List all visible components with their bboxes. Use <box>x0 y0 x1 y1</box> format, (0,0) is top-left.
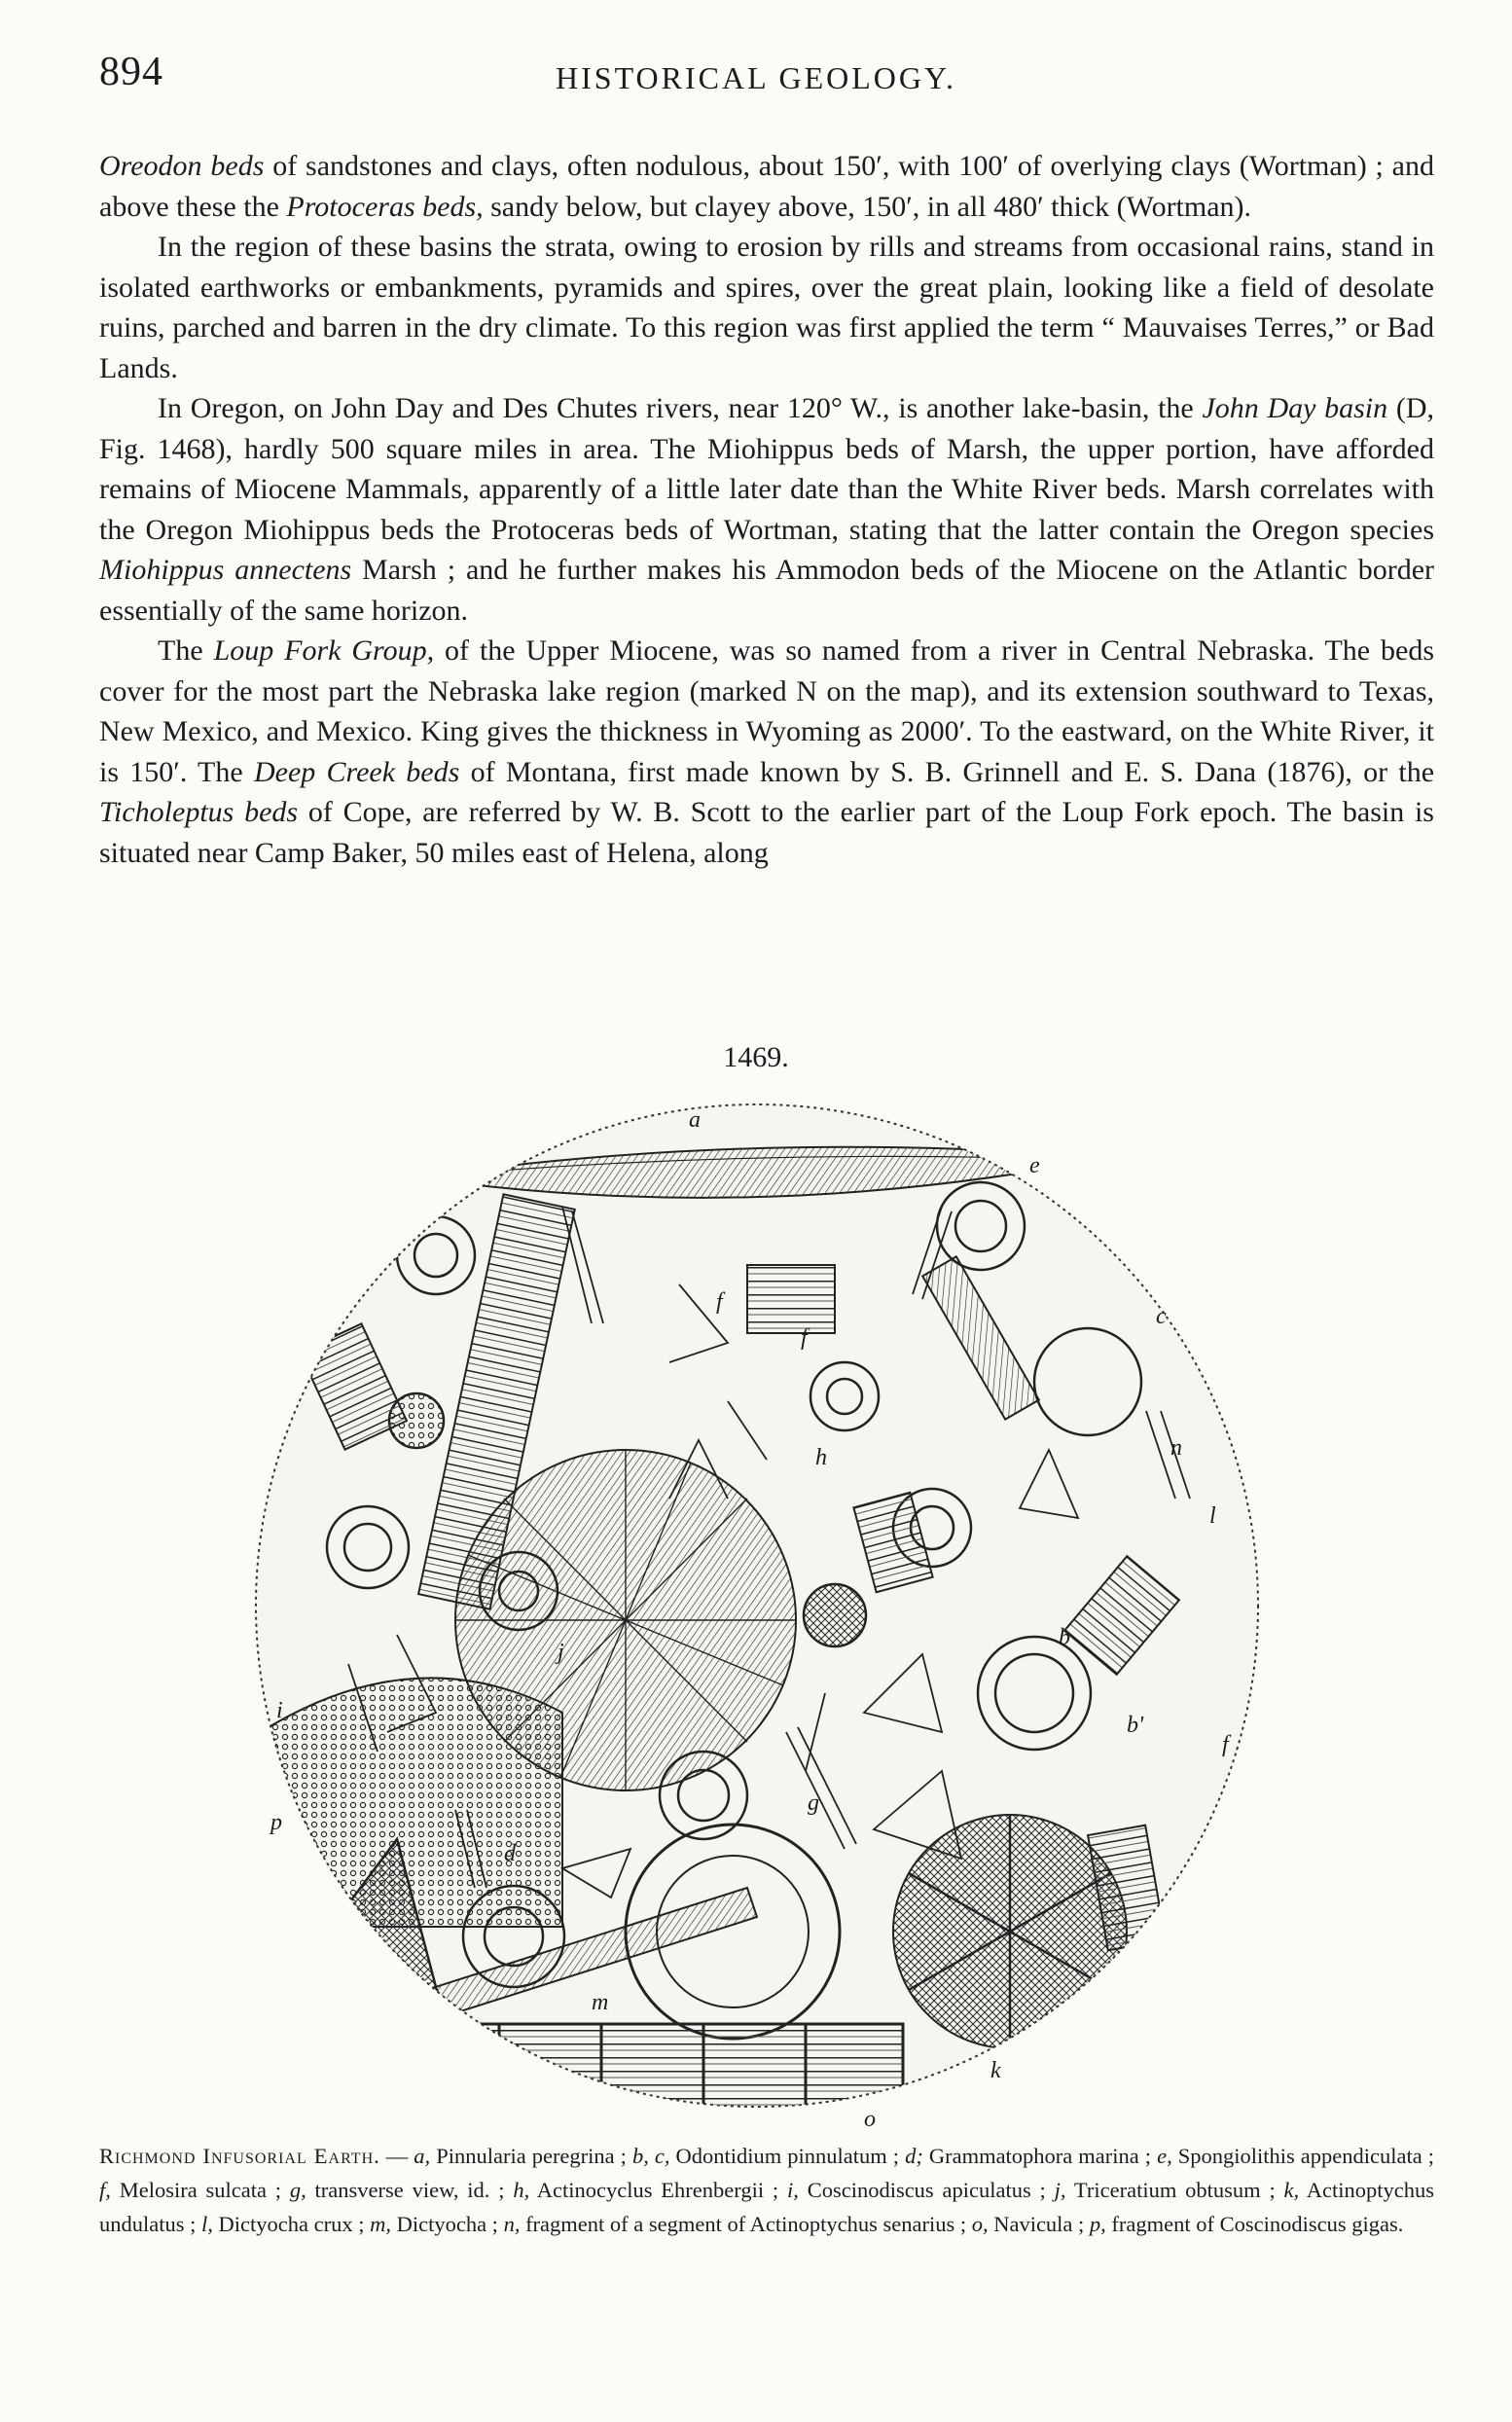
paragraph-text-span: Protoceras beds, <box>286 190 484 223</box>
caption-text-span: Coscinodiscus apiculatus ; <box>798 2178 1055 2202</box>
figure-label-c: c <box>1156 1304 1167 1329</box>
figure-label-f-1: f <box>716 1289 723 1315</box>
figure-label-f-2: f <box>801 1325 808 1351</box>
caption-text-span: g, <box>289 2178 306 2202</box>
caption-text-span: p, <box>1089 2212 1106 2236</box>
caption-text-span: j, <box>1054 2178 1066 2202</box>
paragraph-text-span: Miohippus annectens <box>99 554 352 586</box>
caption-text-span: Dictyocha ; <box>390 2212 504 2236</box>
caption-text-span: Pinnularia peregrina ; <box>430 2144 632 2168</box>
paragraph-oreodon-beds <box>99 146 1434 227</box>
figure-label-h: h <box>815 1445 827 1470</box>
paragraph-text-span: Loup Fork Group, <box>213 634 435 667</box>
figure-label-l: l <box>1209 1503 1216 1529</box>
paragraph-text-span: In the region of these basins the strata, owing to erosion by rills and streams from occasional rains, stand in isolated earthworks or embankments, pyramids and spires, over the great plain, looking like a field of desolate ruins, parched and barren in the dry climate. To this region was first applied the term “ Mauvaises Terres,” or Bad Lands. <box>99 231 1434 384</box>
running-title: HISTORICAL GEOLOGY. <box>556 60 956 95</box>
figure-label-n: n <box>1170 1435 1182 1461</box>
caption-text-span: Spongiolithis appendiculata ; <box>1171 2144 1434 2168</box>
paragraph-text-span: Ticholeptus beds <box>99 796 299 828</box>
caption-text-span: Dictyocha crux ; <box>212 2212 371 2236</box>
figure-label-d: d <box>504 1841 516 1866</box>
caption-text-span: f, <box>99 2178 111 2202</box>
paragraph-john-day-basin <box>99 388 1434 631</box>
paragraph-bad-lands <box>99 227 1434 388</box>
caption-text-span: Actinocyclus Ehrenbergii ; <box>529 2178 787 2202</box>
figure-label-i: i <box>276 1698 283 1723</box>
figure-label-e: e <box>1029 1153 1040 1178</box>
figure-number: 1469. <box>723 1041 789 1073</box>
caption-text-span: transverse view, id. ; <box>306 2178 514 2202</box>
paragraph-text-span: (D, Fig. 1468), hardly 500 square miles in area. The Miohippus beds of Marsh, the upper portion, have afforded remains of Miocene Mammals, apparently of a little later date than the White River beds. Marsh correlates with the Oregon Miohippus beds the Protoceras beds of Wortman, stating that the latter contain the Oregon species <box>99 392 1434 546</box>
figure-label-j: j <box>558 1640 564 1665</box>
figure-label-o: o <box>864 2107 876 2131</box>
caption-text-span: h, <box>513 2178 530 2202</box>
caption-text-span: n, <box>503 2212 521 2236</box>
paragraph-loup-fork-group <box>99 631 1434 873</box>
paragraph-text-span: John Day basin <box>1202 392 1388 424</box>
caption-text-span: b, c, <box>631 2144 670 2168</box>
figure-label-p: p <box>270 1810 282 1835</box>
figure-label-b: b <box>1059 1625 1070 1650</box>
paragraph-text-span: sandy below, but clayey above, 150′, in all 480′ thick (Wortman). <box>483 190 1252 223</box>
figure-label-b-prime: b' <box>1127 1713 1144 1738</box>
paragraph-text-span: of the Upper Miocene, was so named from a river in Central Nebraska. The beds cover for the most part the Nebraska lake region (marked N on the map), and its extension southward to Texas, New Mexico, and Mexico. King gives the thickness in Wyoming as 2000′. To the eastward, on the White River, it is 150′. The <box>99 634 1434 788</box>
figure-label-f-3: f <box>1222 1732 1229 1757</box>
caption-text-span: m, <box>370 2212 391 2236</box>
paragraph-text-span: of Montana, first made known by S. B. Grinnell and E. S. Dana (1876), or the <box>459 755 1435 788</box>
paragraph-text-span: Oreodon beds <box>99 150 265 182</box>
paragraph-text-span: In Oregon, on John Day and Des Chutes rivers, near 120° W., is another lake-basin, the <box>158 392 1203 424</box>
caption-text-span: Richmond Infusorial Earth. <box>99 2144 380 2168</box>
caption-text-span: i, <box>786 2178 799 2202</box>
caption-text-span: Actinoptychus undulatus ; <box>99 2178 1434 2236</box>
paragraph-text-span: of sandstones and clays, often nodulous, about 150′, with 100′ of overlying clays (Wortman) ; and above these the <box>99 150 1434 223</box>
paragraph-text-span: Marsh ; and he further makes his Ammodon beds of the Miocene on the Atlantic border essentially of the same horizon. <box>99 554 1434 627</box>
caption-text-span: a, <box>414 2144 431 2168</box>
body-text <box>99 146 1434 873</box>
caption-text-span: o, <box>971 2212 989 2236</box>
figure-label-g: g <box>808 1790 819 1816</box>
caption-text-span: d; <box>905 2144 923 2168</box>
caption-text-span: fragment of a segment of Actinoptychus senarius ; <box>520 2212 972 2236</box>
coscinodiscus-disc <box>261 1678 562 1927</box>
figure-label-k: k <box>990 2058 1001 2083</box>
caption-text-span: Navicula ; <box>988 2212 1090 2236</box>
caption-text-span: Grammatophora marina ; <box>922 2144 1158 2168</box>
paragraph-text-span: Deep Creek beds <box>253 755 460 788</box>
page-number: 894 <box>99 50 163 94</box>
caption-text-span: Melosira sulcata ; <box>110 2178 290 2202</box>
figure-label-a: a <box>689 1107 701 1133</box>
caption-text-span: k, <box>1283 2178 1300 2202</box>
diatom-illustration <box>241 1090 1273 2131</box>
paragraph-text-span: of Cope, are referred by W. B. Scott to the earlier part of the Loup Fork epoch. The basin is situated near Camp Baker, 50 miles east of Helena, along <box>99 796 1434 869</box>
figure-caption <box>99 2139 1434 2241</box>
caption-text-span: — <box>379 2144 414 2168</box>
caption-text-span: fragment of Coscinodiscus gigas. <box>1105 2212 1404 2236</box>
caption-text-span: l, <box>201 2212 213 2236</box>
caption-text-span: e, <box>1157 2144 1172 2168</box>
figure-label-m: m <box>592 1990 609 2015</box>
caption-text-span: Triceratium obtusum ; <box>1065 2178 1284 2202</box>
caption-text-span: Odontidium pinnulatum ; <box>669 2144 906 2168</box>
paragraph-text-span: The <box>158 634 214 667</box>
